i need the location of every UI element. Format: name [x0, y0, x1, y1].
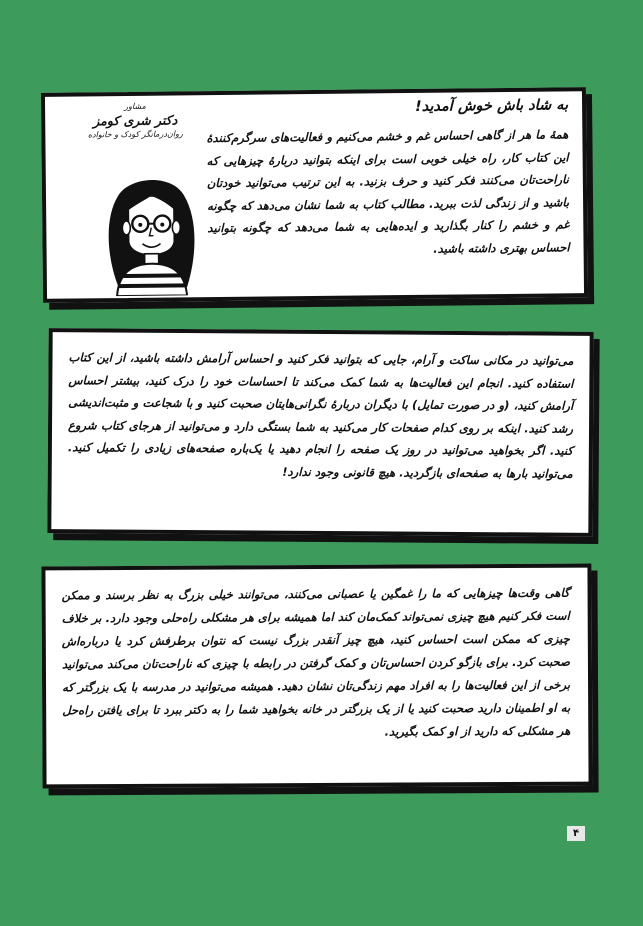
- portrait-icon: [96, 167, 207, 296]
- author-block: [55, 101, 215, 140]
- intro-text: همهٔ ما هر از گاهی احساس غم و خشم می‌کنیم و فعالیت‌های سرگرم‌کنندهٔ این کتاب کار، راه خیلی خوبی است برای اینکه بتوانید دربارهٔ چیزهایی که ناراحت‌تان می‌کنند فکر کنید و حرف بزنید. به این ترتیب می‌توانید خودتان باشید و از زندگی لذت ببرید. مطالب کتاب به شما نشان می‌دهد که چگونه غم و خشم را کنار بگذارید و ایده‌هایی به شما می‌دهد که چگونه بتوانید احساس بهتری داشته باشید.: [206, 127, 570, 256]
- usage-text: می‌توانید در مکانی ساکت و آرام، جایی که بتوانید فکر کنید و احساس آرامش داشته باشید، از این کتاب استفاده کنید. انجام این فعالیت‌ها به شما کمک می‌کند تا احساسات خود را درک کنید، بیشتر احساس آرامش کنید، (و در صورت تمایل) با دیگران دربارهٔ نگرانی‌هایتان صحبت کنید و با شجاعت و مثبت‌اندیشی رشد کنید. اینکه بر روی کدام صفحات کار می‌کنید به شما بستگی دارد و می‌توانید از هرجای کتاب شروع کنید. اگر بخواهید می‌توانید در روز یک صفحه را انجام دهید یا یک‌باره صفحه‌های زیادی را تکمیل کنید. می‌توانید بارها به صفحه‌ای بازگردید. هیچ قانونی وجود ندارد!: [67, 350, 574, 481]
- usage-panel: [47, 328, 593, 537]
- help-text: گاهی وقت‌ها چیزهایی که ما را غمگین یا عصبانی می‌کنند، می‌توانند خیلی بزرگ به نظر برسند و ممکن است فکر کنیم هیچ چیزی نمی‌تواند کمک‌مان کند اما همیشه برای هر مشکلی راه‌حلی وجود دارد. بر خلاف چیزی که ممکن است احساس کنید، هیچ چیز آنقدر بزرگ نیست که نتوان برطرفش کرد یا درباره‌اش صحبت کرد. برای بازگو کردن احساس‌تان و کمک گرفتن در رابطه با چیزی که ناراحت‌تان می‌کند می‌توانید برخی از این فعالیت‌ها را به افراد مهم زندگی‌تان نشان دهید. همیشه می‌توانید در مدرسه با یک بزرگتر که به او اطمینان دارید صحبت کنید یا از یک بزرگتر در خانه بخواهید شما را به دکتر ببرد تا برای یافتن راه‌حل هر مشکلی که دارید از او کمک بگیرید.: [61, 585, 571, 739]
- author-role: مشاور: [124, 101, 146, 111]
- intro-title: به شاد باش خوش آمدید!: [414, 97, 569, 115]
- intro-panel: [41, 87, 588, 303]
- help-panel: [41, 564, 592, 789]
- author-description: روان‌درمانگر کودک و خانواده: [87, 129, 183, 140]
- page-number: ۴: [567, 826, 585, 841]
- author-name: دکتر شری کومز: [93, 112, 178, 129]
